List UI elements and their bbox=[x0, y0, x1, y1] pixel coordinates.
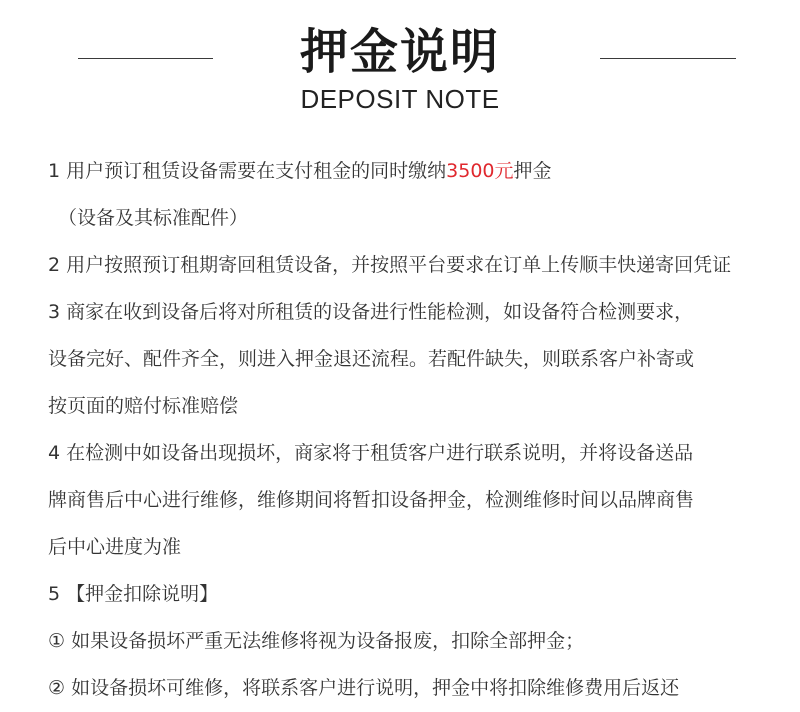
note-line-1-suffix: 押金 bbox=[513, 160, 552, 182]
note-line-11: ① 如果设备损坏严重无法维修将视为设备报废，扣除全部押金； bbox=[48, 630, 585, 652]
note-line-3: 2 用户按照预订租期寄回租赁设备，并按照平台要求在订单上传顺丰快递寄回凭证 bbox=[48, 254, 732, 276]
page-subtitle: DEPOSIT NOTE bbox=[300, 84, 500, 114]
note-line-2: （设备及其标准配件） bbox=[58, 207, 249, 229]
header bbox=[0, 0, 800, 120]
note-line-5: 设备完好、配件齐全，则进入押金退还流程。若配件缺失，则联系客户补寄或 bbox=[48, 348, 695, 370]
note-line-7: 4 在检测中如设备出现损坏，商家将于租赁客户进行联系说明，并将设备送品 bbox=[48, 442, 694, 464]
note-line-4: 3 商家在收到设备后将对所租赁的设备进行性能检测，如设备符合检测要求， bbox=[48, 301, 694, 323]
note-line-8: 牌商售后中心进行维修，维修期间将暂扣设备押金，检测维修时间以品牌商售 bbox=[48, 489, 695, 511]
note-line-1-text: 1 用户预订租赁设备需要在支付租金的同时缴纳 bbox=[48, 160, 447, 182]
page-title: 押金说明 bbox=[299, 24, 500, 80]
note-line-1 bbox=[48, 148, 796, 195]
right-divider bbox=[600, 58, 736, 59]
note-line-6: 按页面的赔付标准赔偿 bbox=[48, 395, 239, 417]
note-line-9: 后中心进度为准 bbox=[48, 536, 182, 558]
deposit-amount: 3500元 bbox=[446, 160, 514, 182]
note-line-10: 5 【押金扣除说明】 bbox=[48, 583, 219, 605]
note-line-12: ② 如设备损坏可维修，将联系客户进行说明，押金中将扣除维修费用后返还 bbox=[48, 677, 680, 699]
deposit-note-body bbox=[48, 148, 796, 712]
